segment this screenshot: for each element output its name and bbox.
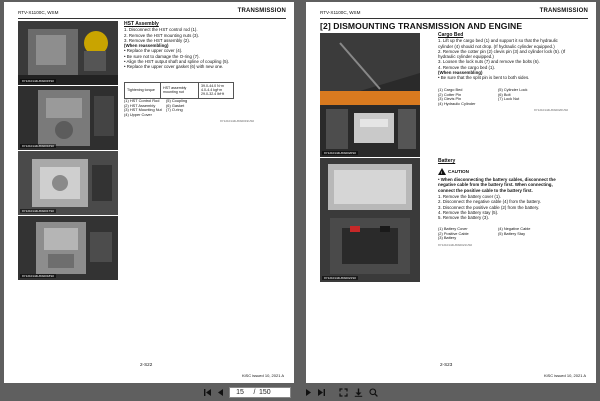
legend-item: (6) Gasket <box>166 102 185 108</box>
hst-note: • Align the HST output shaft and spline of coupling (5). <box>124 59 230 65</box>
first-page-button[interactable] <box>202 387 213 398</box>
legend-item: (2) Positive Cable <box>438 230 469 236</box>
header-rule <box>320 18 588 19</box>
caution-label: CAUTION <box>448 169 469 174</box>
legend-item: (5) Coupling <box>166 98 188 103</box>
cargo-step: cylinder (4) should not drop. (If hydraulic cylinder equipped.) <box>438 43 555 49</box>
legend-item: (5) Cylinder Lock <box>498 87 528 92</box>
zoom-button[interactable] <box>368 387 379 398</box>
download-button[interactable] <box>353 387 364 398</box>
cargo-step: 1. Lift up the cargo bed (1) and support it so that the hydraulic <box>438 38 558 44</box>
battery-step: 1. Remove the battery cover (1). <box>438 194 501 199</box>
page-title: [2] DISMOUNTING TRANSMISSION AND ENGINE <box>320 21 523 31</box>
header-model: RTV-X1100C, WSM <box>320 10 361 15</box>
right-page <box>306 2 596 383</box>
left-page <box>4 2 294 383</box>
first-page-icon <box>203 388 212 397</box>
battery-steps <box>438 194 594 220</box>
legend-item: (3) Clevis Pin <box>438 96 462 102</box>
hst-note: • Be sure not to damage the O-ring (7). <box>124 53 200 59</box>
fullscreen-button[interactable] <box>338 387 349 398</box>
hst-step: 2. Remove the HST mounting nuts (3). <box>124 32 200 38</box>
right-page-header <box>320 8 588 18</box>
legend-item: (6) Bolt <box>498 91 511 97</box>
current-page[interactable]: 15 <box>236 389 244 396</box>
caution-line: • When disconnecting the battery cables, disconnect the <box>438 177 556 182</box>
legend-item: (4) Hydraulic Cylinder <box>438 100 476 106</box>
cargo-bed-title: Cargo Bed <box>438 32 464 38</box>
legend-item: (5) Battery Stay <box>498 230 526 236</box>
legend-item: (7) O-ring <box>166 107 183 113</box>
photo-caption: 9Y1210144HSS0015S0 <box>22 79 54 83</box>
previous-page-button[interactable] <box>215 387 226 398</box>
cargo-step: 3. Loosen the lock nuts (7) and remove the bolts (6). <box>438 59 540 65</box>
header-section: TRANSMISSION <box>539 8 588 14</box>
header-section: TRANSMISSION <box>237 8 286 14</box>
battery-step: 4. Remove the battery stay (5). <box>438 209 499 215</box>
battery-step: 5. Remove the battery (3). <box>438 215 490 221</box>
legend-item: (4) Upper Cover <box>124 111 152 117</box>
cargo-bed-ref: 9Y1210144HSS0020US0 <box>534 108 569 112</box>
zoom-icon <box>369 388 378 397</box>
battery-step: 3. Disconnect the positive cable (2) from the battery. <box>438 204 540 210</box>
torque-value: 4.0-4.4 kgf·m <box>201 88 223 93</box>
photo-caption: 9Y1210144HSS0020S0 <box>324 151 356 155</box>
legend-item: (2) Cotter Pin <box>438 91 462 97</box>
reassembling-label: (When reassembling) <box>124 43 169 49</box>
hst-step: 1. Disconnect the HST control rod (1). <box>124 27 198 33</box>
torque-item: HST assembly mounting nut <box>161 83 199 99</box>
torque-table <box>124 82 234 99</box>
viewer-toolbar <box>0 384 600 401</box>
torque-label: Tightening torque <box>125 83 161 99</box>
hst-note: • Replace the upper cover (4). <box>124 48 183 54</box>
hst-photo-4 <box>18 216 118 280</box>
last-page-icon <box>317 388 326 397</box>
page-number: 2-S22 <box>140 362 153 367</box>
hst-photo-2 <box>18 86 118 150</box>
legend-item: (1) Battery Cover <box>438 226 468 231</box>
hst-step: 3. Remove the HST assembly (2). <box>124 37 191 43</box>
hst-section <box>124 22 288 70</box>
battery-legend <box>438 227 530 241</box>
cargo-step: hydraulic cylinder equipped.) <box>438 54 494 60</box>
total-pages: 150 <box>259 389 271 396</box>
last-page-button[interactable] <box>316 387 327 398</box>
torque-value: 29.0-32.4 lbf·ft <box>201 92 225 97</box>
caution-line: negative cable from the battery first. When connecting, <box>438 182 553 188</box>
left-page-header <box>18 8 286 18</box>
photo-caption: 9Y1210144HSS0021S0 <box>324 276 356 280</box>
caution-heading <box>438 168 469 175</box>
issue-label: KiSC issued 10, 2021 A <box>241 373 284 378</box>
torque-value: 39.0-44.0 N·m <box>201 84 224 88</box>
issue-label: KiSC issued 10, 2021 A <box>543 373 586 378</box>
hst-photo-1 <box>18 21 118 85</box>
legend-item: (3) Battery <box>438 235 457 241</box>
hst-title: HST Assembly <box>124 21 159 27</box>
cargo-bed-photo <box>320 33 420 157</box>
battery-section <box>438 159 594 164</box>
cargo-step: 2. Remove the cotter pin (2) clevis pin (3) and cylinder lock (5). (If <box>438 48 566 54</box>
download-icon <box>354 388 363 397</box>
battery-step: 2. Disconnect the negative cable (4) from the battery. <box>438 199 541 205</box>
cargo-bed-section <box>438 33 594 81</box>
legend-item: (3) HST Mounting Nut <box>124 107 162 113</box>
photo-caption: 9Y1210144HSS0016S0 <box>22 144 54 148</box>
reassembling-label: (When reassembling) <box>438 70 483 76</box>
page-indicator[interactable] <box>229 387 291 398</box>
battery-title: Battery <box>438 158 456 164</box>
legend-item: (1) HST Control Rod <box>124 98 160 103</box>
header-rule <box>18 18 286 19</box>
legend-item: (4) Negative Cable <box>498 226 531 231</box>
caution-line: connect the positive cable to the battery first. <box>438 187 533 193</box>
page-number: 2-S23 <box>440 362 453 367</box>
header-model: RTV-X1100C, WSM <box>18 10 59 15</box>
photo-caption: 9Y1210144HSS0018S0 <box>22 274 54 278</box>
previous-page-icon <box>216 388 225 397</box>
legend-item: (2) HST Assembly <box>124 102 156 108</box>
warning-icon: ! <box>438 168 446 175</box>
legend-item: (1) Cargo Bed <box>438 87 463 92</box>
battery-ref: 9Y1210144HSS0021US0 <box>438 243 473 247</box>
hst-legend <box>124 99 187 117</box>
hst-ref: 9Y1210144HSS0019US0 <box>220 119 255 123</box>
photo-caption: 9Y1210144HSS0017S0 <box>22 209 54 213</box>
cargo-bed-legend <box>438 88 527 106</box>
cargo-step: 4. Remove the cargo bed (1). <box>438 64 496 70</box>
caution-text <box>438 177 594 193</box>
fullscreen-icon <box>339 388 348 397</box>
cargo-note: • Be sure that the split pin is bent to both sides. <box>438 75 530 81</box>
page-separator: / <box>253 389 256 396</box>
hst-note: • Replace the upper cover gasket (6) with new one. <box>124 64 224 70</box>
next-page-button[interactable] <box>303 387 314 398</box>
next-page-icon <box>304 388 313 397</box>
legend-item: (7) Lock Nut <box>498 96 520 102</box>
battery-photo <box>320 158 420 282</box>
hst-photo-3 <box>18 151 118 215</box>
